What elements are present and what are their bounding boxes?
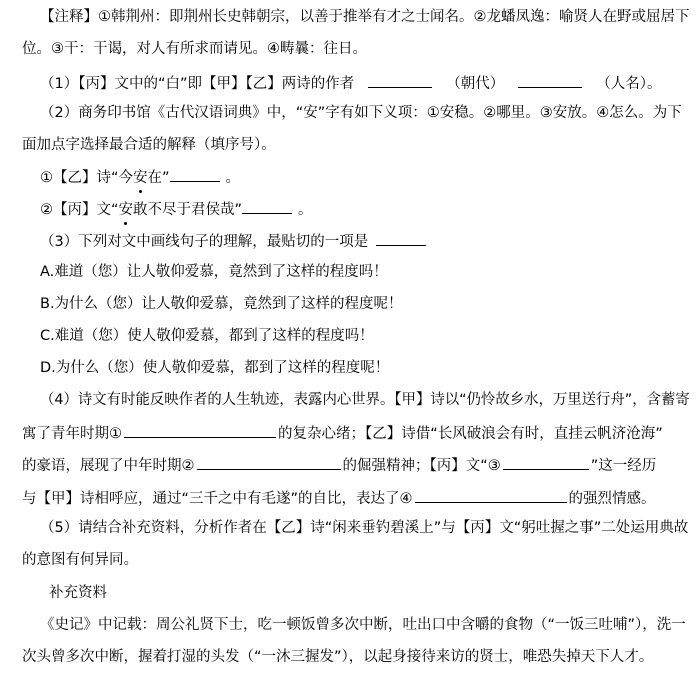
answer-blank-4-2[interactable] bbox=[197, 453, 341, 470]
answer-blank-author[interactable] bbox=[518, 71, 582, 88]
question-4-line-3 bbox=[22, 453, 656, 475]
item-2-prefix: ②【丙】文“ bbox=[40, 202, 119, 218]
option-c[interactable]: C.难道（您）使人敬仰爱慕，都到了这样的程度吗！ bbox=[40, 328, 374, 344]
question-2-item-2 bbox=[40, 197, 313, 219]
q4-line-4-prefix: 与【甲】诗相呼应，通过“三千之中有毛遂”的自比，表达了④ bbox=[22, 491, 413, 507]
answer-blank-dynasty[interactable] bbox=[368, 71, 432, 88]
answer-blank-4-1[interactable] bbox=[124, 421, 276, 438]
supplement-line-1: 《史记》中记载：周公礼贤下士，吃一顿饭曾多次中断，吐出口中含嚼的食物（“一饭三吐哺”），洗一 bbox=[40, 617, 686, 633]
note-line-1: 【注释】①韩荆州：即荆州长史韩朝宗，以善于推举有才之士闻名。②龙蟠凤逸：喻贤人在野或屈居下 bbox=[40, 9, 690, 25]
question-4-line-4 bbox=[22, 486, 656, 508]
item-2-dotted-char: 安 bbox=[118, 202, 134, 218]
item-1-prefix: ①【乙】诗“今 bbox=[40, 170, 134, 186]
option-d[interactable]: D.为什么（您）使人敬仰爱慕，都到了这样的程度呢！ bbox=[40, 360, 390, 376]
question-3 bbox=[40, 229, 432, 251]
answer-blank-4-3[interactable] bbox=[503, 453, 589, 470]
item-2-end: 。 bbox=[298, 202, 313, 218]
answer-blank-question-3[interactable] bbox=[376, 229, 426, 246]
note-line-2: 位。③干：干谒，对人有所求而请见。④畴曩：往日。 bbox=[22, 41, 367, 57]
question-1-dynasty-label: （朝代） bbox=[446, 76, 505, 92]
question-5-line-1: （5）请结合补充资料，分析作者在【乙】诗“闲来垂钓碧溪上”与【丙】文“躬吐握之事”二处运用典故 bbox=[40, 520, 689, 536]
q4-line-3-suffix: ”这一经历 bbox=[590, 458, 657, 474]
item-1-dotted-char: 安 bbox=[133, 170, 148, 186]
supplement-heading: 补充资料 bbox=[49, 585, 107, 601]
q4-line-2-suffix: 的复杂心绪；【乙】诗借“长风破浪会有时，直挂云帆济沧海” bbox=[278, 426, 663, 442]
q4-line-3-prefix: 的豪语，展现了中年时期② bbox=[22, 458, 195, 474]
item-2-suffix: 敢不尽于君侯哉” bbox=[133, 202, 243, 218]
item-1-suffix: 在” bbox=[147, 170, 170, 186]
answer-blank-item-2[interactable] bbox=[242, 197, 292, 214]
question-4-line-2 bbox=[22, 421, 663, 443]
item-1-end: 。 bbox=[225, 170, 241, 186]
question-4-line-1: （4）诗文有时能反映作者的人生轨迹，表露内心世界。【甲】诗以“仍怜故乡水，万里送行舟”，含蓄寄 bbox=[40, 392, 690, 408]
question-1 bbox=[40, 71, 662, 93]
q4-line-4-suffix: 的强烈情感。 bbox=[568, 491, 656, 507]
question-5-line-2: 的意图有何异同。 bbox=[22, 552, 138, 568]
question-2-line-2: 面加点字选择最合适的解释（填序号）。 bbox=[22, 137, 276, 153]
q4-line-2-prefix: 寓了青年时期① bbox=[22, 426, 122, 442]
question-2-line-1: （2）商务印书馆《古代汉语词典》中，“安”字有如下义项：①安稳。②哪里。③安放。④怎么。为下 bbox=[40, 105, 682, 121]
option-b[interactable]: B.为什么（您）让人敬仰爱慕，竟然到了这样的程度呢！ bbox=[40, 296, 403, 312]
question-1-name-label: （人名）。 bbox=[596, 76, 662, 92]
answer-blank-4-4[interactable] bbox=[415, 486, 567, 503]
option-a[interactable]: A.难道（您）让人敬仰爱慕，竟然到了这样的程度吗！ bbox=[40, 264, 388, 280]
question-3-stem: （3）下列对文中画线句子的理解，最贴切的一项是 bbox=[40, 234, 369, 250]
q4-line-3-middle: 的倔强精神；【丙】文“③ bbox=[342, 458, 501, 474]
question-1-text: （1）【丙】文中的“白”即【甲】【乙】两诗的作者 bbox=[40, 76, 355, 92]
supplement-line-2: 次头曾多次中断，握着打湿的头发（“一沐三握发”），以起身接待来访的贤士，唯恐失掉天下人才。 bbox=[22, 649, 654, 665]
question-2-item-1 bbox=[40, 165, 240, 187]
answer-blank-item-1[interactable] bbox=[170, 165, 220, 182]
